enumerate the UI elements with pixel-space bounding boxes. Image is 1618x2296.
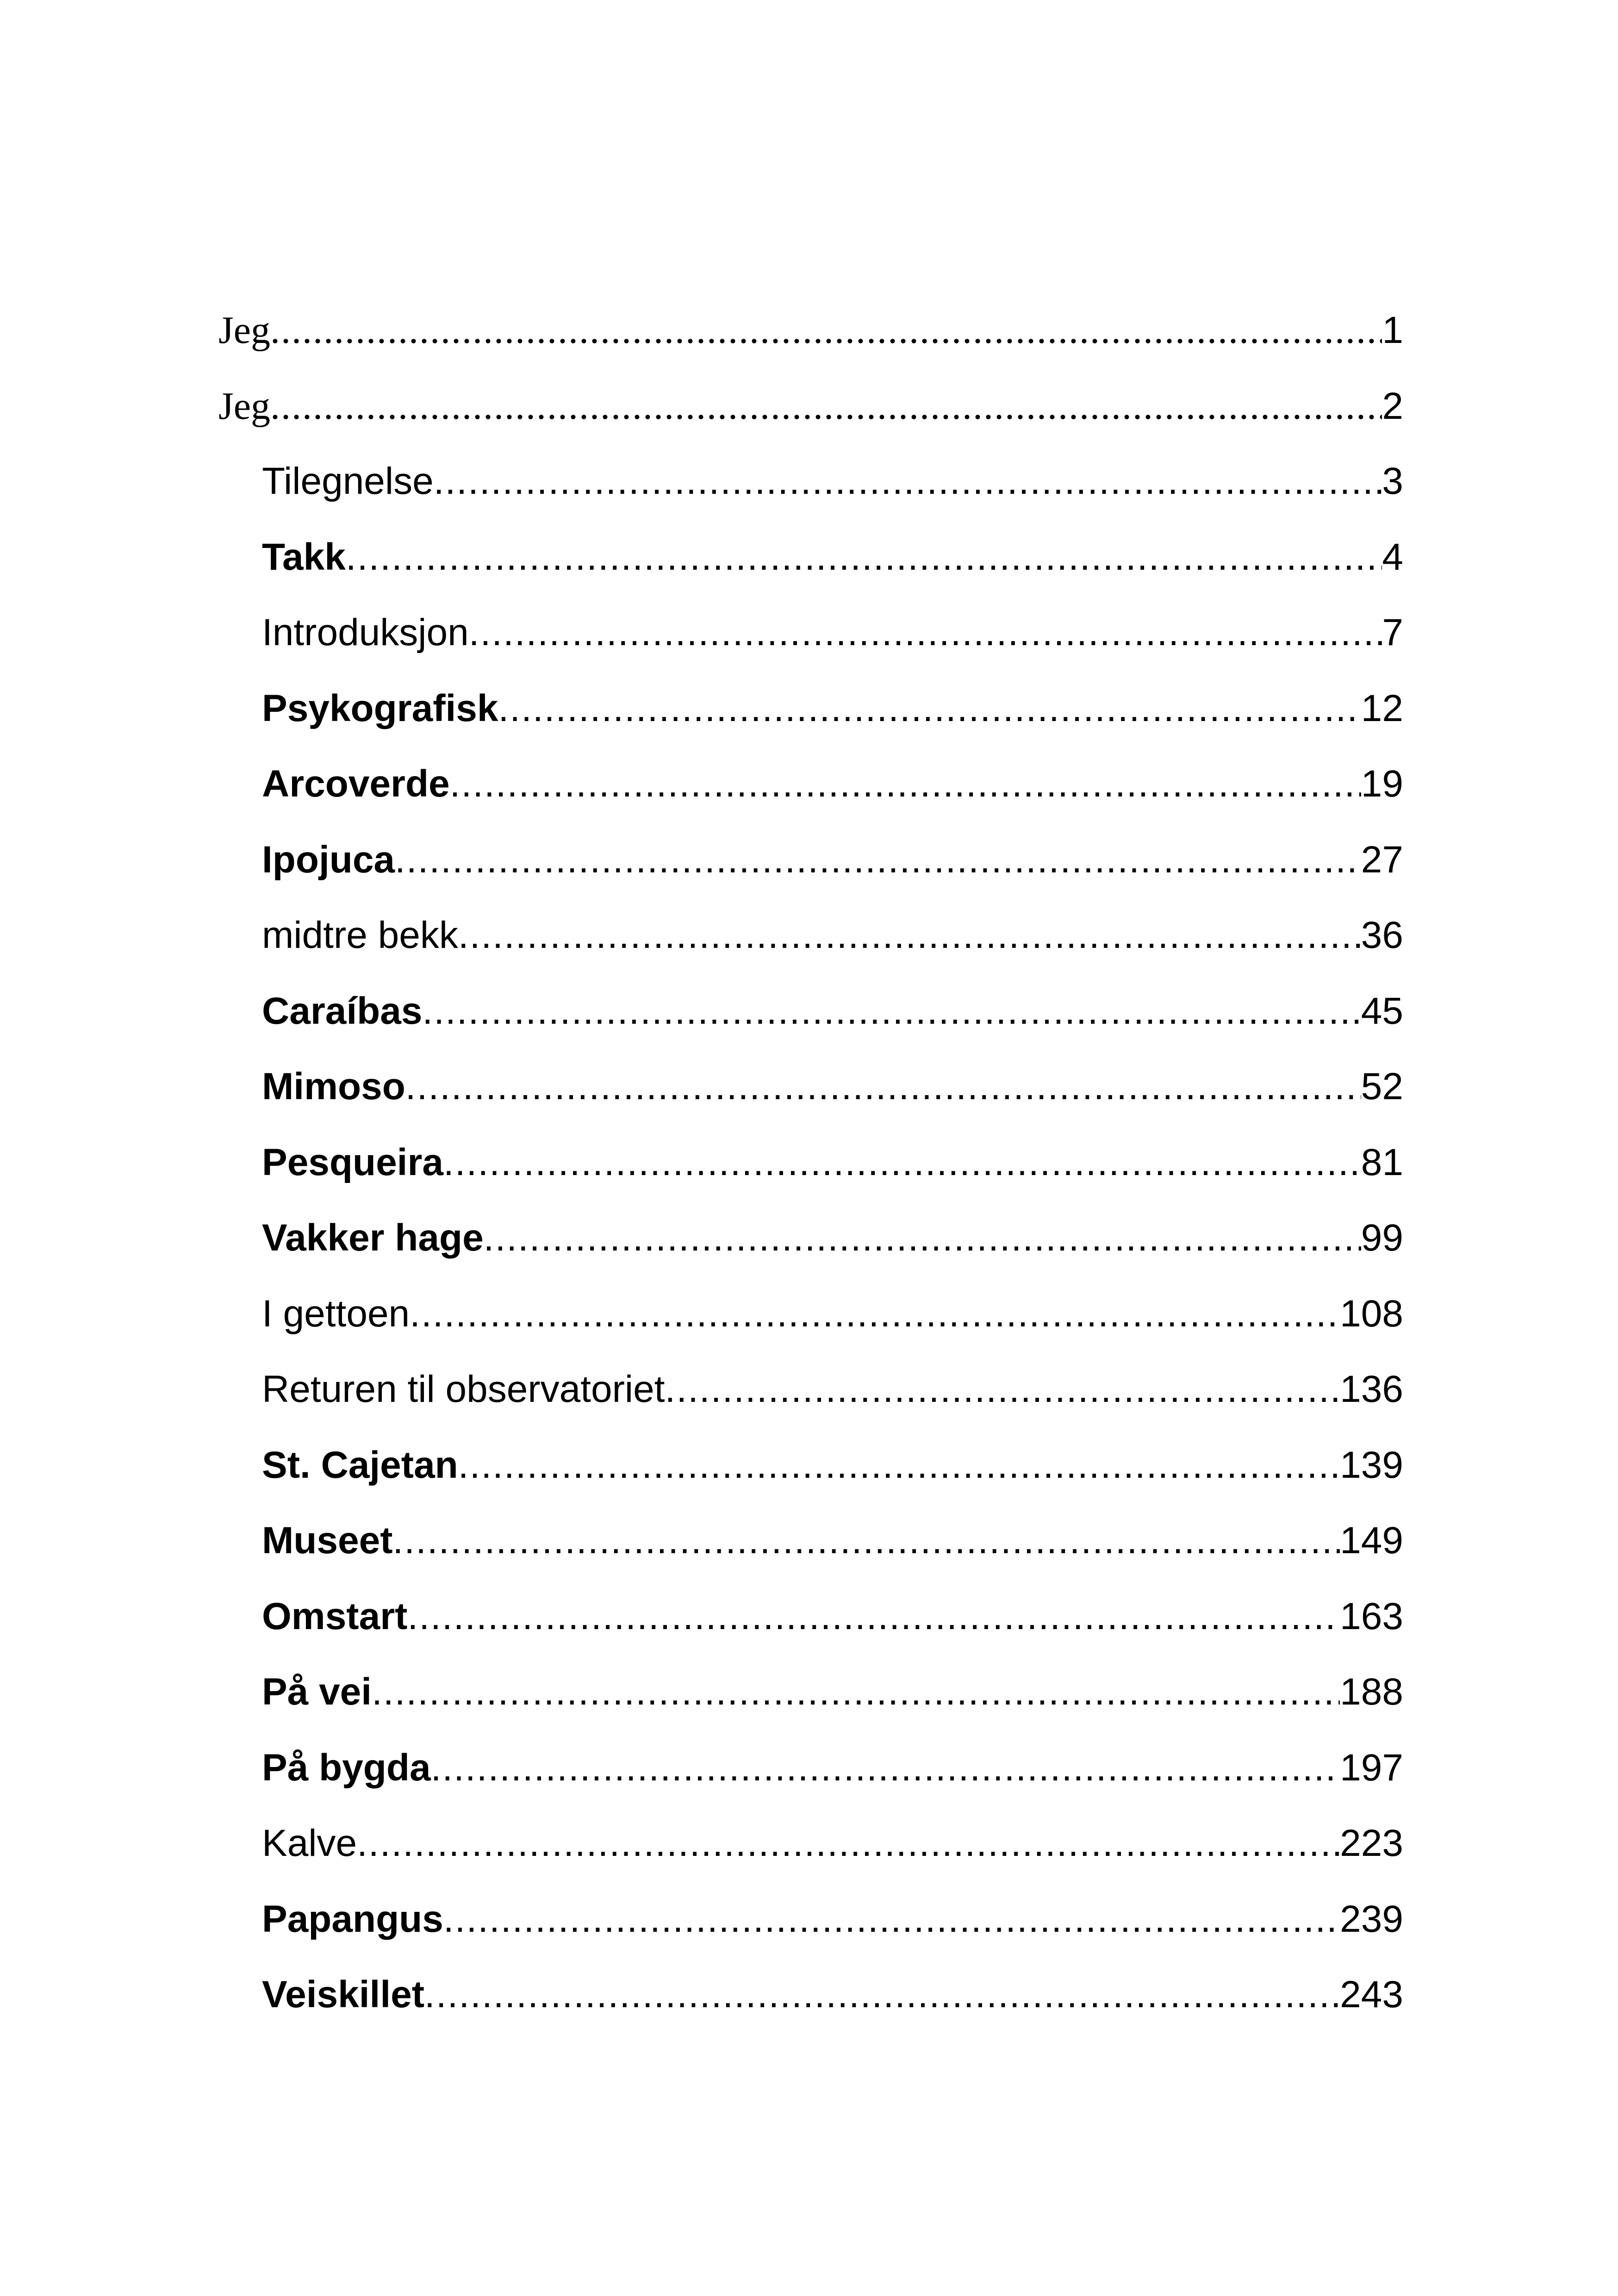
- toc-entry-page-number: 223: [1340, 1822, 1403, 1864]
- toc-entry[interactable]: [218, 1900, 1403, 1976]
- toc-entry[interactable]: [218, 916, 1403, 992]
- toc-entry-title: Jeg: [218, 384, 270, 428]
- toc-entry-page-number: 81: [1361, 1141, 1403, 1183]
- toc-dot-leader: [357, 1824, 1340, 1862]
- toc-dot-leader: [450, 765, 1361, 803]
- toc-entry[interactable]: [218, 1292, 1403, 1371]
- toc-entry-title: Arcoverde: [262, 763, 450, 805]
- toc-entry[interactable]: [218, 1673, 1403, 1749]
- toc-dot-leader: [346, 538, 1382, 576]
- toc-dot-leader: [270, 311, 1382, 350]
- toc-entry-page-number: 12: [1361, 687, 1403, 729]
- toc-entry[interactable]: [218, 1446, 1403, 1522]
- toc-entry-page-number: 2: [1382, 385, 1403, 427]
- toc-dot-leader: [469, 614, 1382, 652]
- toc-entry-page-number: 7: [1382, 611, 1403, 653]
- toc-entry[interactable]: [218, 384, 1403, 463]
- toc-entry-page-number: 3: [1382, 460, 1403, 502]
- toc-dot-leader: [393, 1522, 1340, 1560]
- toc-entry-page-number: 163: [1340, 1595, 1403, 1637]
- toc-dot-leader: [443, 1900, 1340, 1938]
- toc-entry-page-number: 36: [1361, 914, 1403, 956]
- toc-entry-title: Mimoso: [262, 1065, 405, 1108]
- toc-entry-page-number: 19: [1361, 763, 1403, 805]
- toc-entry-page-number: 27: [1361, 838, 1403, 881]
- toc-entry-page-number: 52: [1361, 1065, 1403, 1108]
- toc-entry-title: Veiskillet: [262, 1973, 425, 2016]
- toc-dot-leader: [424, 1976, 1340, 2014]
- toc-entry-title: Returen til observatoriet: [262, 1368, 665, 1410]
- toc-entry[interactable]: [218, 1219, 1403, 1295]
- toc-entry-title: I gettoen: [262, 1292, 410, 1335]
- toc-entry[interactable]: [218, 535, 1403, 614]
- toc-entry-title: Ipojuca: [262, 838, 395, 881]
- toc-entry-page-number: 1: [1382, 309, 1403, 351]
- toc-entry-title: Introduksjon: [262, 611, 469, 653]
- toc-entry-page-number: 45: [1361, 989, 1403, 1032]
- toc-entry-page-number: 243: [1340, 1973, 1403, 2016]
- toc-entry-title: Vakker hage: [262, 1217, 484, 1259]
- toc-entry-title: midtre bekk: [262, 914, 458, 956]
- toc-entry[interactable]: [218, 1595, 1403, 1674]
- toc-dot-leader: [407, 1598, 1340, 1636]
- toc-entry-page-number: 99: [1361, 1217, 1403, 1259]
- toc-dot-leader: [443, 1144, 1361, 1182]
- toc-dot-leader: [665, 1370, 1340, 1408]
- toc-entry[interactable]: [218, 1141, 1403, 1220]
- toc-dot-leader: [395, 841, 1361, 879]
- toc-entry-title: Papangus: [262, 1898, 443, 1940]
- toc-entry[interactable]: [218, 838, 1403, 917]
- toc-entry[interactable]: [218, 311, 1403, 387]
- toc-entry-page-number: 4: [1382, 535, 1403, 578]
- toc-dot-leader: [431, 1749, 1340, 1787]
- toc-entry[interactable]: [218, 1370, 1403, 1446]
- toc-entry-page-number: 188: [1340, 1671, 1403, 1713]
- toc-entry-page-number: 136: [1340, 1368, 1403, 1410]
- toc-entry[interactable]: [218, 462, 1403, 538]
- toc-dot-leader: [372, 1673, 1340, 1711]
- toc-entry-title: Kalve: [262, 1822, 357, 1864]
- toc-dot-leader: [484, 1219, 1361, 1257]
- toc-dot-leader: [498, 690, 1361, 728]
- toc-entry-title: Museet: [262, 1519, 393, 1562]
- toc-entry[interactable]: [218, 989, 1403, 1068]
- toc-entry[interactable]: [218, 1973, 1403, 2052]
- toc-entry[interactable]: [218, 1824, 1403, 1900]
- toc-dot-leader: [410, 1295, 1340, 1333]
- toc-entry-page-number: 108: [1340, 1292, 1403, 1335]
- toc-entry-title: Psykografisk: [262, 687, 498, 729]
- toc-entry-page-number: 239: [1340, 1898, 1403, 1940]
- toc-entry[interactable]: [218, 611, 1403, 690]
- toc-dot-leader: [405, 1068, 1361, 1106]
- table-of-contents: [218, 311, 1403, 2052]
- toc-entry[interactable]: [218, 1746, 1403, 1825]
- toc-dot-leader: [270, 387, 1382, 426]
- toc-entry-title: St. Cajetan: [262, 1444, 458, 1486]
- toc-entry-title: På vei: [262, 1671, 372, 1713]
- toc-entry-title: Pesqueira: [262, 1141, 443, 1183]
- toc-entry-title: Omstart: [262, 1595, 408, 1637]
- toc-dot-leader: [458, 1446, 1340, 1484]
- toc-entry-title: Takk: [262, 535, 346, 578]
- toc-entry-title: På bygda: [262, 1746, 431, 1789]
- toc-entry-title: Tilegnelse: [262, 460, 434, 502]
- toc-entry-title: Caraíbas: [262, 989, 423, 1032]
- toc-dot-leader: [434, 462, 1382, 500]
- toc-entry[interactable]: [218, 765, 1403, 841]
- toc-entry-page-number: 139: [1340, 1444, 1403, 1486]
- toc-entry-title: Jeg: [218, 309, 270, 352]
- toc-entry-page-number: 149: [1340, 1519, 1403, 1562]
- toc-entry[interactable]: [218, 1065, 1403, 1144]
- toc-entry[interactable]: [218, 1519, 1403, 1598]
- toc-dot-leader: [422, 992, 1361, 1030]
- toc-dot-leader: [458, 916, 1361, 954]
- toc-entry-page-number: 197: [1340, 1746, 1403, 1789]
- toc-entry[interactable]: [218, 687, 1403, 765]
